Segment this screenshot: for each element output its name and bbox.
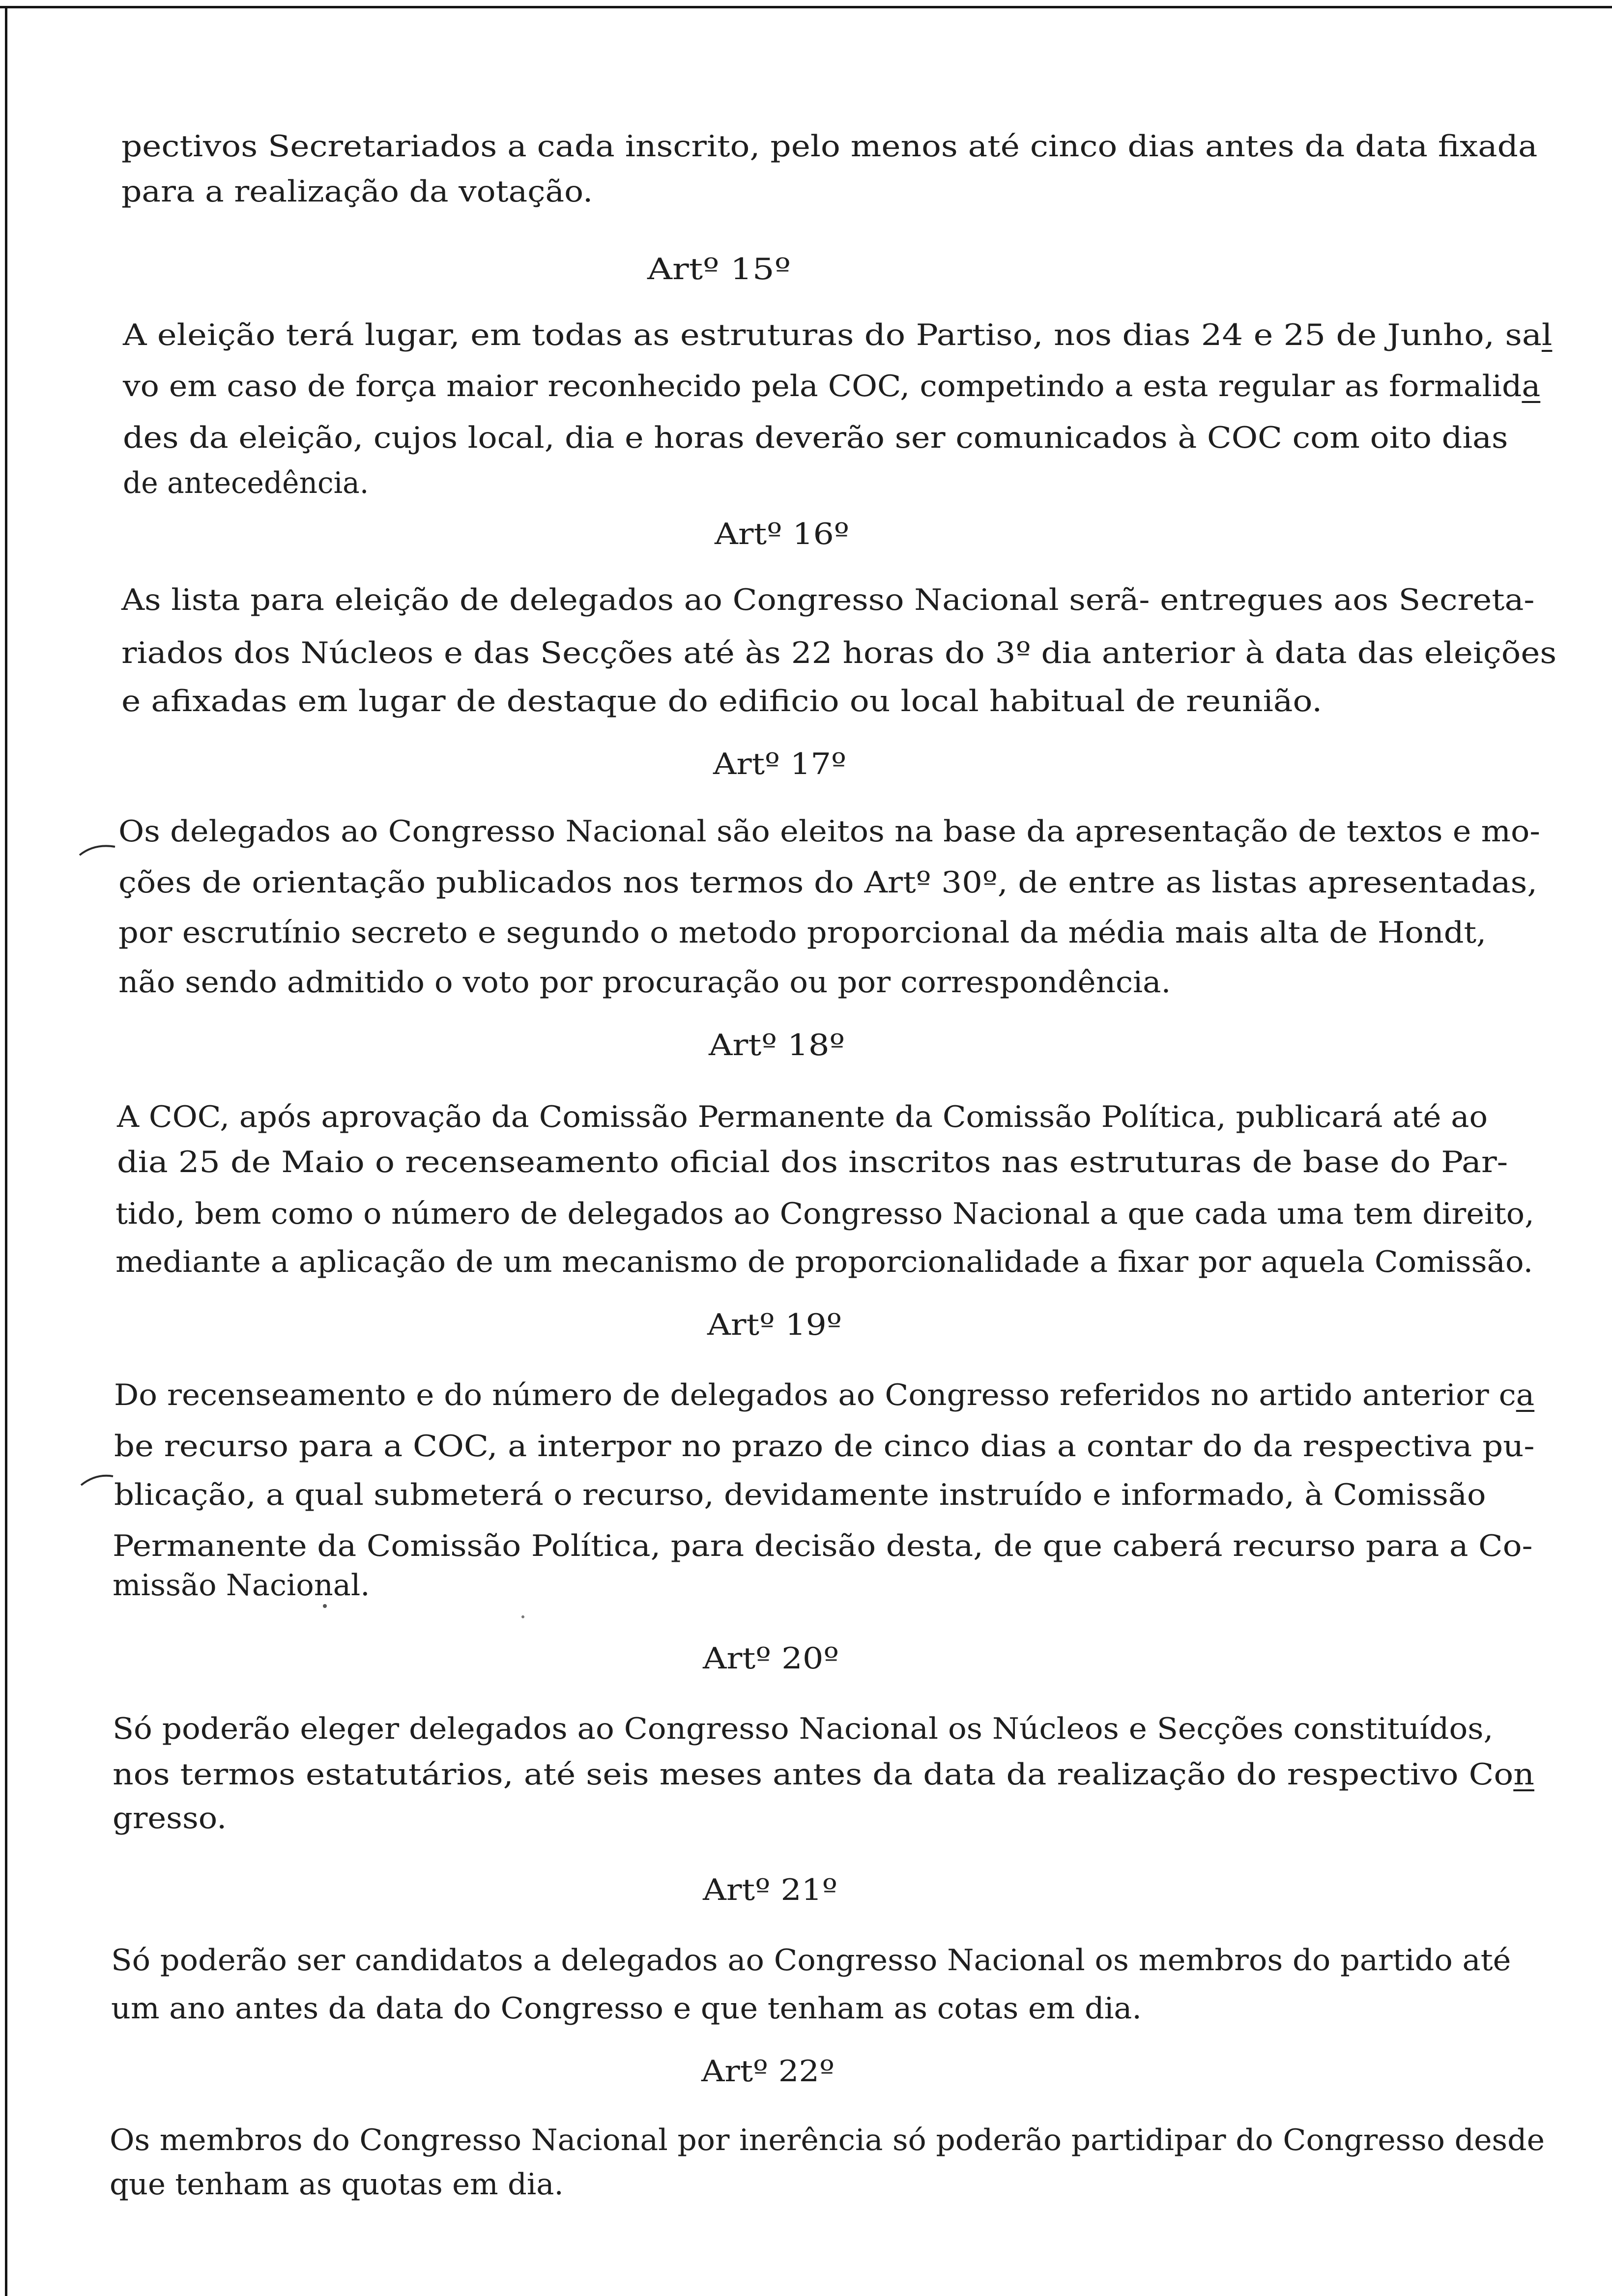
text-line (118, 863, 1537, 902)
text-line (117, 1143, 1508, 1182)
text-line (113, 1755, 1534, 1794)
hyphen-underline: a (1516, 1378, 1535, 1412)
line-text: be recurso para a COC, a interpor no prazo de cinco dias a contar do da respectiva pu- (114, 1429, 1535, 1464)
text-line (115, 1194, 1534, 1234)
line-text: de antecedência. (123, 466, 369, 500)
line-text: As lista para eleição de delegados ao Congresso Nacional serã- entregues aos Secreta- (121, 583, 1535, 617)
article-heading: Artº 20º (703, 1641, 839, 1676)
line-text: des da eleição, cujos local, dia e horas deverão ser comunicados à COC com oito dias (123, 421, 1508, 455)
line-text: A eleição terá lugar, em todas as estruturas do Partiso, nos dias 24 e 25 de Junho, sa (123, 318, 1542, 352)
line-text: nos termos estatutários, até seis meses antes da data da realização do respectivo Co (113, 1757, 1514, 1792)
text-line (110, 2121, 1545, 2160)
pen-stroke (81, 1476, 113, 1485)
line-text: por escrutínio secreto e segundo o metodo proporcional da média mais alta de Hondt, (118, 916, 1487, 950)
text-line (111, 1941, 1511, 1980)
text-line (118, 913, 1486, 952)
line-text: mediante a aplicação de um mecanismo de proporcionalidade a fixar por aquela Comissão. (115, 1245, 1533, 1279)
article-heading: Artº 17º (713, 747, 846, 781)
article-heading: Artº 22º (701, 2054, 835, 2089)
line-text: e afixadas em lugar de destaque do edificio ou local habitual de reunião. (121, 684, 1323, 718)
article-heading: Artº 15º (647, 252, 791, 287)
hyphen-underline: l (1541, 318, 1553, 352)
line-text: para a realização da votação. (121, 174, 593, 209)
line-text: ções de orientação publicados nos termos do Artº 30º, de entre as listas apresentadas, (118, 865, 1538, 900)
line-text: Os delegados ao Congresso Nacional são eleitos na base da apresentação de textos e mo- (118, 814, 1540, 849)
line-text: Do recenseamento e do número de delegados ao Congresso referidos no artido anterior c (114, 1378, 1516, 1412)
text-line (123, 367, 1540, 406)
line-text: Permanente da Comissão Política, para decisão desta, de que caberá recurso para a Co- (113, 1529, 1533, 1563)
hyphen-underline: n (1513, 1757, 1534, 1792)
line-text: pectivos Secretariados a cada inscrito, pelo menos até cinco dias antes da data fixada (121, 129, 1538, 164)
text-line (118, 812, 1540, 851)
pen-stroke (80, 846, 115, 855)
line-text: dia 25 de Maio o recenseamento oficial dos inscritos nas estruturas de base do Par- (117, 1145, 1508, 1179)
hyphen-underline: a (1522, 369, 1541, 403)
line-text: não sendo admitido o voto por procuração ou por correspondência. (118, 965, 1171, 1000)
article-heading: Artº 21º (703, 1873, 837, 1907)
article-heading: Artº 16º (715, 517, 849, 551)
article-heading: Artº 18º (709, 1028, 845, 1062)
line-text: missão Nacional. (113, 1568, 370, 1603)
line-text: que tenham as quotas em dia. (110, 2167, 564, 2202)
line-text: gresso. (113, 1801, 227, 1836)
line-text: Só poderão ser candidatos a delegados ao Congresso Nacional os membros do partido até (111, 1943, 1511, 1978)
text-line (121, 127, 1537, 166)
text-line (110, 2165, 564, 2204)
line-text: A COC, após aprovação da Comissão Permanente da Comissão Política, publicará até ao (117, 1100, 1488, 1134)
text-line (114, 1427, 1534, 1466)
text-line (123, 316, 1552, 355)
text-line (114, 1475, 1486, 1515)
text-line (113, 1526, 1532, 1566)
text-line (115, 1242, 1533, 1282)
text-line (123, 463, 369, 503)
line-text: Os membros do Congresso Nacional por inerência só poderão partidipar do Congresso desde (110, 2123, 1545, 2157)
text-line (121, 682, 1322, 721)
line-text: um ano antes da data do Congresso e que tenham as cotas em dia. (111, 1991, 1142, 2026)
article-heading: Artº 19º (707, 1308, 842, 1342)
text-line (114, 1376, 1534, 1415)
ink-dot (521, 1615, 524, 1618)
text-line (117, 1097, 1488, 1137)
line-text: blicação, a qual submeterá o recurso, devidamente instruído e informado, à Comissão (114, 1478, 1486, 1512)
text-line (113, 1799, 227, 1838)
text-line (121, 633, 1556, 673)
text-line (113, 1709, 1493, 1749)
line-text: tido, bem como o número de delegados ao Congresso Nacional a que cada uma tem direito, (115, 1197, 1534, 1231)
text-line (111, 1989, 1142, 2028)
text-line (118, 963, 1171, 1002)
text-line (121, 580, 1534, 620)
line-text: Só poderão eleger delegados ao Congresso Nacional os Núcleos e Secções constituídos, (113, 1712, 1494, 1746)
text-line (123, 418, 1508, 458)
line-text: riados dos Núcleos e das Secções até às 22 horas do 3º dia anterior à data das eleições (121, 636, 1557, 670)
text-line (113, 1566, 370, 1605)
line-text: vo em caso de força maior reconhecido pela COC, competindo a esta regular as formalid (123, 369, 1522, 403)
text-line (121, 172, 593, 211)
